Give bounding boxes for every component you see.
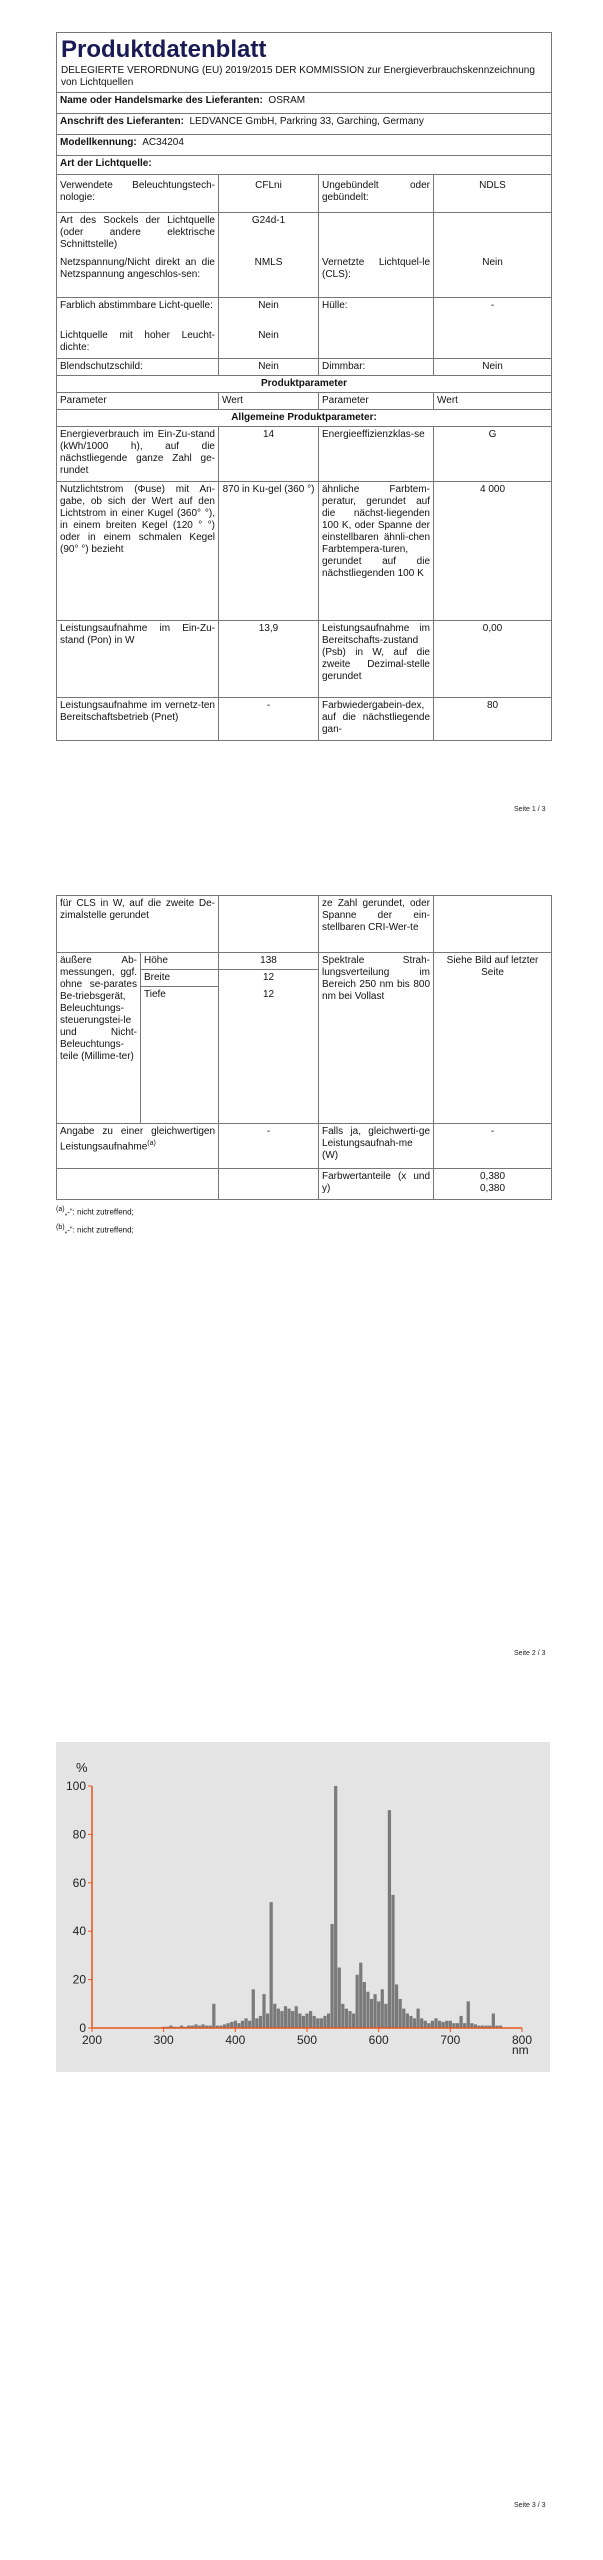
spectrum-bar (381, 1989, 384, 2028)
spectrum-bar (334, 1786, 337, 2028)
height-label: Höhe (141, 953, 219, 970)
dimmable-value: Nein (434, 359, 552, 376)
mains-value: NMLS (219, 255, 319, 298)
model-value: AC34204 (142, 137, 184, 148)
x-tick-label: 300 (153, 2033, 174, 2047)
supplier-name-label: Name oder Handelsmarke des Lieferanten: (60, 95, 263, 106)
equiv-value: - (219, 1124, 319, 1169)
supplier-name-value: OSRAM (268, 95, 306, 106)
params-heading: Produktparameter (57, 376, 552, 393)
spectrum-bar (492, 2013, 495, 2028)
cri-value: 80 (434, 698, 552, 741)
spectrum-bar (270, 1902, 273, 2028)
spectral-distribution-chart (56, 1742, 550, 2072)
y-axis-label: % (76, 1760, 88, 1775)
chroma-x: 0,380 (480, 1171, 506, 1182)
spectrum-bar (212, 2004, 215, 2028)
spectrum-bar (341, 2004, 344, 2028)
spectrum-bar (384, 2004, 387, 2028)
psb-label: Leistungsaufnahme im Bereitschafts-zustand (Psb) in W, auf die zweite Dezimal-stelle gerundet (319, 621, 434, 698)
spectrum-bar (338, 1968, 341, 2029)
eclass-value: G (434, 427, 552, 482)
spectrum-bar (259, 2016, 262, 2028)
equiv-w-label: Falls ja, gleichwerti-ge Leistungsaufnah-me (W) (319, 1124, 434, 1169)
page-number-2: Seite 2 / 3 (514, 1650, 546, 1657)
spectrum-bar (420, 2018, 423, 2028)
model-label: Modellkennung: (60, 137, 137, 148)
spectrum-bar (330, 1924, 333, 2028)
spectrum-bar (459, 2016, 462, 2028)
antiglare-label: Blendschutzschild: (57, 359, 219, 376)
pon-label: Leistungsaufnahme im Ein-Zu-stand (Pon) in W (60, 623, 215, 646)
energy-value: 14 (219, 427, 319, 482)
spectrum-bar (241, 2021, 244, 2028)
spectrum-bar (284, 2006, 287, 2028)
width-label: Breite (141, 970, 219, 987)
spectrum-bar (316, 2018, 319, 2028)
spectrum-bar (395, 1984, 398, 2028)
socket-label: Art des Sockels der Lichtquelle (oder andere elektrische Schnittstelle) (57, 213, 219, 256)
footnote-b (56, 1221, 134, 1238)
cct-value: 4 000 (434, 482, 552, 621)
cls-value: Nein (434, 255, 552, 298)
x-tick-label: 600 (368, 2033, 389, 2047)
highlum-label: Lichtquelle mit hoher Leucht-dichte: (57, 328, 219, 359)
x-tick-label: 200 (81, 2033, 103, 2047)
spectrum-bar (359, 1963, 362, 2028)
footnote-a-text: „-“: nicht zutreffend; (64, 1207, 134, 1217)
dimmable-label: Dimmbar: (319, 359, 434, 376)
envelope-value: - (434, 298, 552, 329)
chroma-label: Farbwertanteile (x und y) (319, 1169, 434, 1200)
spectrum-bar (449, 2021, 452, 2028)
footnote-a (56, 1203, 134, 1220)
page-title: Produktdatenblatt (61, 36, 267, 63)
spectrum-bar (413, 2018, 416, 2028)
mains-label: Netzspannung/Nicht direkt an die Netzspannung angeschlos-sen: (57, 255, 219, 298)
col-param-header: Parameter (57, 393, 219, 410)
general-params-heading: Allgemeine Produktparameter: (57, 410, 552, 427)
spectrum-bar (273, 2004, 276, 2028)
spectrum-bar (409, 2016, 412, 2028)
spectrum-bar (266, 2013, 269, 2028)
pnet-label-2: für CLS in W, auf die zweite De-zimalstelle gerundet (57, 896, 219, 953)
spectrum-bar (442, 2022, 445, 2028)
spectrum-bar (255, 2018, 258, 2028)
spectrum-bar (377, 2001, 380, 2028)
spectrum-bar (366, 1992, 369, 2028)
spectrum-bar (262, 1994, 265, 2028)
spectrum-bar (363, 1982, 366, 2028)
spectrum-bar (431, 2021, 434, 2028)
spectrum-bar (406, 2013, 409, 2028)
regulation-text: DELEGIERTE VERORDNUNG (EU) 2019/2015 DER KOMMISSION zur Energieverbrauchskennzeichnung von Lichtquellen (61, 65, 535, 88)
spectrum-bar (370, 1999, 373, 2028)
spectrum-bar (280, 2011, 283, 2028)
x-tick-label: 400 (225, 2033, 246, 2047)
spd-value: Siehe Bild auf letzter Seite (434, 953, 552, 1124)
spectrum-bar (230, 2022, 233, 2028)
bundled-value: NDLS (434, 175, 552, 213)
spectrum-bar (399, 1999, 402, 2028)
spectrum-bar (309, 2011, 312, 2028)
lightsource-section-heading: Art der Lichtquelle: (57, 156, 552, 175)
spectrum-bar (345, 2009, 348, 2028)
depth-value: 12 (219, 987, 319, 1124)
footnote-b-mark: (b) (56, 1224, 65, 1231)
spectrum-bar (434, 2018, 437, 2028)
spectrum-bar (252, 1989, 255, 2028)
pnet-value: - (219, 698, 319, 741)
spectrum-bar (391, 1895, 394, 2028)
dims-label: äußere Ab-messungen, ggf. ohne se-parates Be-triebsgerät, Beleuchtungs-steuerungstei-le und Nicht-Beleuchtungs-teile (Millime-ter) (57, 953, 141, 1124)
page-number-3: Seite 3 / 3 (514, 2502, 546, 2509)
width-value: 12 (219, 970, 319, 987)
spectrum-bar (352, 2013, 355, 2028)
pon-value: 13,9 (219, 621, 319, 698)
flux-label: Nutzlichtstrom (Φuse) mit An-gabe, ob sich der Wert auf den Lichtstrom in einer Kugel (360° °), in einem breiten Kegel (120 ° °) oder in einem schmalen Kegel (90° °) bezieht (57, 482, 219, 621)
spectrum-bar (302, 2016, 305, 2028)
spectrum-bar (323, 2016, 326, 2028)
depth-label: Tiefe (141, 987, 219, 1124)
antiglare-value: Nein (219, 359, 319, 376)
height-value: 138 (219, 953, 319, 970)
footnote-b-text: „-“: nicht zutreffend; (64, 1225, 134, 1235)
y-tick-label: 0 (79, 2021, 86, 2035)
datasheet-table-page2 (56, 895, 552, 1200)
footnote-a-mark: (a) (56, 1206, 65, 1213)
psb-value: 0,00 (434, 621, 552, 698)
equiv-footnote-mark: (a) (147, 1140, 156, 1147)
tech-value: CFLni (219, 175, 319, 213)
spectrum-bar (356, 1975, 359, 2028)
tunable-value: Nein (219, 298, 319, 329)
spectrum-bar (388, 1810, 391, 2028)
y-tick-label: 20 (72, 1972, 86, 1987)
flux-value: 870 in Ku-gel (360 °) (219, 482, 319, 621)
spectrum-bar (402, 2009, 405, 2028)
spectrum-bar (348, 2011, 351, 2028)
spectrum-bar (234, 2021, 237, 2028)
chroma-y: 0,380 (480, 1183, 506, 1194)
spectrum-bar (327, 2013, 330, 2028)
spectrum-bar (248, 2021, 251, 2028)
spectrum-bar (438, 2021, 441, 2028)
energy-label: Energieverbrauch im Ein-Zu-stand (kWh/1000 h), auf die nächstliegende ganze Zahl ge-rundet (57, 427, 219, 482)
spectrum-bar (291, 2011, 294, 2028)
spectrum-bar (445, 2021, 448, 2028)
equiv-label: Angabe zu einer gleichwertigen Leistungsaufnahme (60, 1126, 216, 1153)
cri-label-2: ze Zahl gerundet, oder Spanne der ein-stellbaren CRI-Wer-te (319, 896, 434, 953)
col-value-header-2: Wert (434, 393, 552, 410)
highlum-value: Nein (219, 328, 319, 359)
spectrum-bar (424, 2021, 427, 2028)
col-param-header-2: Parameter (319, 393, 434, 410)
supplier-address-label: Anschrift des Lieferanten: (60, 116, 184, 127)
pnet-label-1: Leistungsaufnahme im vernetz-ten Bereitschaftsbetrieb (Pnet) (57, 698, 219, 741)
cri-label-1: Farbwiedergabein-dex, auf die nächstliegende gan- (319, 698, 434, 741)
envelope-label: Hülle: (319, 298, 434, 329)
bundled-label: Ungebündelt oder gebündelt: (319, 175, 434, 213)
y-tick-label: 40 (72, 1924, 86, 1939)
equiv-w-value: - (434, 1124, 552, 1169)
spectrum-bar (305, 2013, 308, 2028)
spectrum-bar (295, 2006, 298, 2028)
spectrum-bar (298, 2013, 301, 2028)
spectrum-bar (287, 2009, 290, 2028)
x-axis-label: nm (512, 2043, 529, 2057)
x-tick-label: 800 (511, 2033, 533, 2047)
tech-label: Verwendete Beleuchtungstech-nologie: (57, 175, 219, 213)
datasheet-table-page1 (56, 32, 552, 741)
spectrum-bar (373, 1994, 376, 2028)
col-value-header: Wert (219, 393, 319, 410)
x-tick-label: 700 (440, 2033, 461, 2047)
x-tick-label: 500 (296, 2033, 318, 2047)
cls-label: Vernetzte Lichtquel-le (CLS): (319, 255, 434, 298)
y-tick-label: 100 (65, 1779, 86, 1793)
spectrum-bar (313, 2016, 316, 2028)
spectrum-bar (244, 2018, 247, 2028)
y-tick-label: 80 (72, 1827, 86, 1842)
tunable-label: Farblich abstimmbare Licht-quelle: (57, 298, 219, 329)
spectrum-bar (467, 2001, 470, 2028)
eclass-label: Energieeffizienzklas-se (319, 427, 434, 482)
spectrum-bar (277, 2009, 280, 2028)
socket-value: G24d-1 (219, 213, 319, 256)
y-tick-label: 60 (72, 1875, 86, 1890)
spectrum-bar (320, 2018, 323, 2028)
cct-label: ähnliche Farbtem-peratur, gerundet auf die nächst-liegenden 100 K, oder Spanne der einstellbaren ähnli-chen Farbtempera-turen, gerundet auf die nächstliegenden 100 K (319, 482, 434, 621)
spd-label: Spektrale Strah-lungsverteilung im Bereich 250 nm bis 800 nm bei Vollast (319, 953, 434, 1124)
spectrum-bar (416, 2009, 419, 2028)
supplier-address-value: LEDVANCE GmbH, Parkring 33, Garching, Germany (189, 116, 424, 127)
page-number-1: Seite 1 / 3 (514, 806, 546, 813)
